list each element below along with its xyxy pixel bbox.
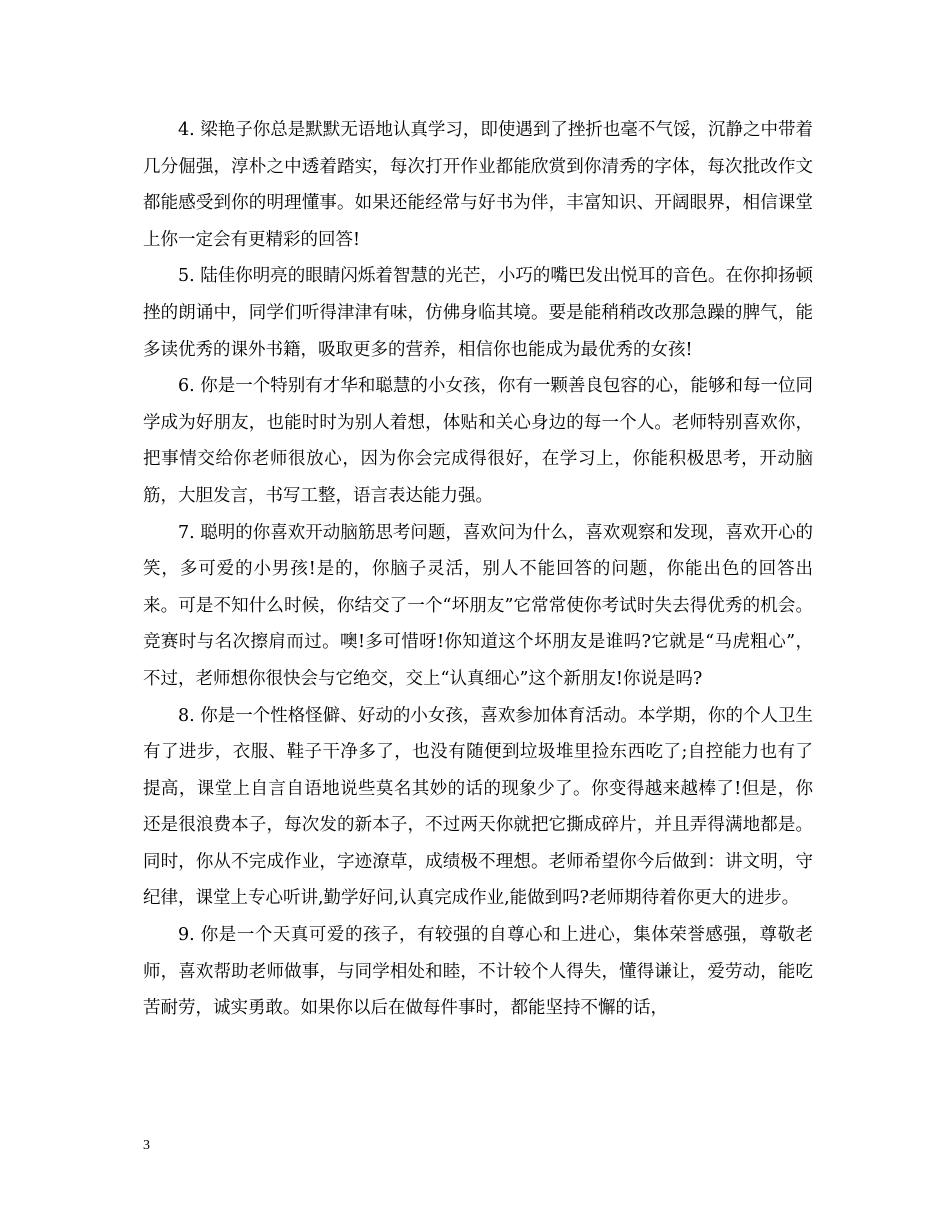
paragraph-8: 8. 你是一个性格怪僻、好动的小女孩，喜欢参加体育活动。本学期，你的个人卫生有了进步，衣服、鞋子干净多了，也没有随便到垃圾堆里捡东西吃了;自控能力也有了提高，课堂上自言自语地说些莫名其妙的话的现象少了。你变得越来越棒了!但是，你还是很浪费本子，每次发的新本子，不过两天你就把它撕成碎片，并且弄得满地都是。同时，你从不完成作业，字迹潦草，成绩极不理想。老师希望你今后做到：讲文明，守纪律，课堂上专心听讲,勤学好问,认真完成作业,能做到吗?老师期待着你更大的进步。: [143, 705, 813, 909]
document-body: [143, 112, 813, 1027]
paragraph-9: 9. 你是一个天真可爱的孩子，有较强的自尊心和上进心，集体荣誉感强，尊敬老师，喜欢帮助老师做事，与同学相处和睦，不计较个人得失，懂得谦让，爱劳动，能吃苦耐劳，诚实勇敢。如果你以后在做每件事时，都能坚持不懈的话，: [143, 925, 813, 1019]
paragraph-5: 5. 陆佳你明亮的眼睛闪烁着智慧的光芒，小巧的嘴巴发出悦耳的音色。在你抑扬顿挫的朗诵中，同学们听得津津有味，仿佛身临其境。要是能稍稍改改那急躁的脾气，能多读优秀的课外书籍，吸取更多的营养，相信你也能成为最优秀的女孩!: [143, 266, 813, 360]
paragraph-7: 7. 聪明的你喜欢开动脑筋思考问题，喜欢问为什么，喜欢观察和发现，喜欢开心的笑，多可爱的小男孩!是的，你脑子灵活，别人不能回答的问题，你能出色的回答出来。可是不知什么时候，你结交了一个“坏朋友”它常常使你考试时失去得优秀的机会。竞赛时与名次擦肩而过。噢!多可惜呀!你知道这个坏朋友是谁吗?它就是“马虎粗心”，不过，老师想你很快会与它绝交，交上“认真细心”这个新朋友!你说是吗?: [143, 522, 813, 689]
page-number: 3: [143, 1138, 150, 1153]
paragraph-4: 4. 梁艳子你总是默默无语地认真学习，即使遇到了挫折也毫不气馁，沉静之中带着几分倔强，淳朴之中透着踏实，每次打开作业都能欣赏到你清秀的字体，每次批改作文都能感受到你的明理懂事。如果还能经常与好书为伴，丰富知识、开阔眼界，相信课堂上你一定会有更精彩的回答!: [143, 120, 813, 250]
paragraph-6: 6. 你是一个特别有才华和聪慧的小女孩，你有一颗善良包容的心，能够和每一位同学成为好朋友，也能时时为别人着想，体贴和关心身边的每一个人。老师特别喜欢你，把事情交给你老师很放心，因为你会完成得很好，在学习上，你能积极思考，开动脑筋，大胆发言，书写工整，语言表达能力强。: [143, 376, 813, 506]
